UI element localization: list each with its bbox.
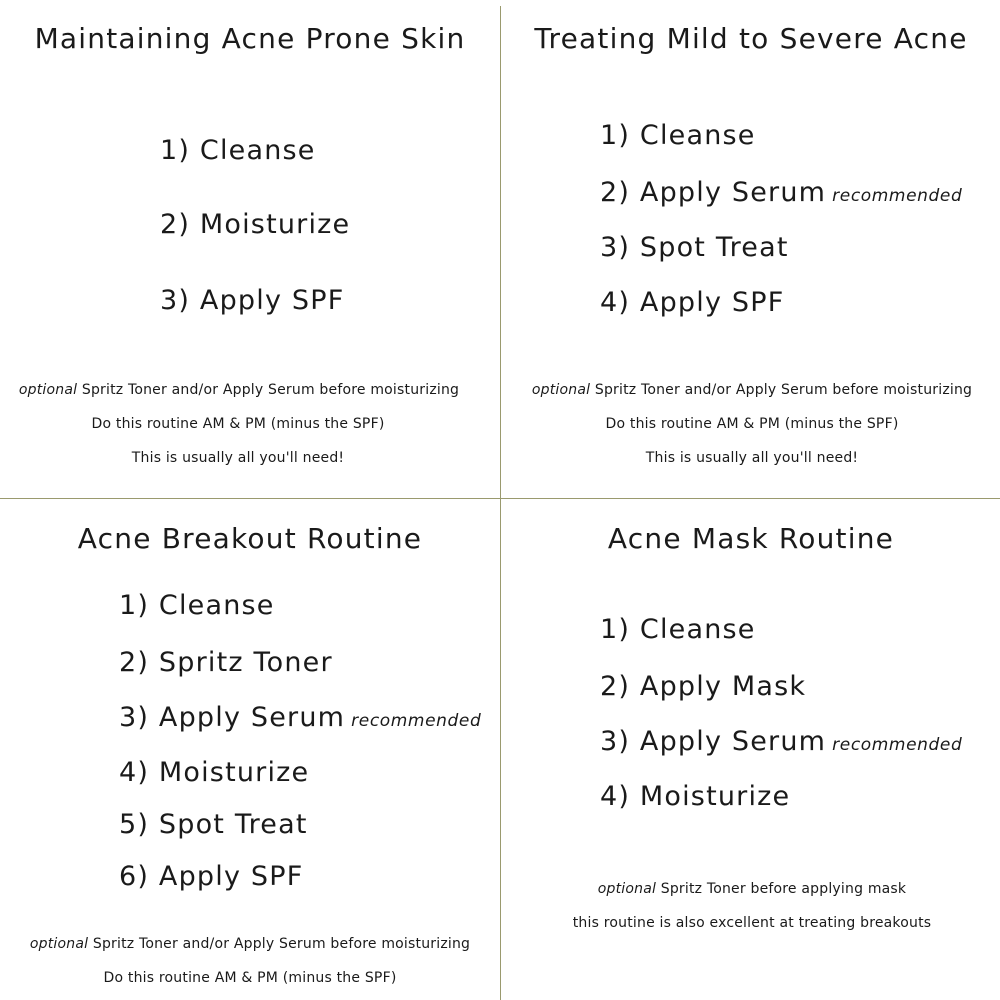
optional-note <box>0 936 500 952</box>
optional-text: Spritz Toner and/or Apply Serum before moisturizing <box>77 382 460 398</box>
recommended-label: recommended <box>832 735 963 755</box>
step-item <box>600 726 962 757</box>
panel-title: Maintaining Acne Prone Skin <box>34 22 466 55</box>
optional-text: Spritz Toner before applying mask <box>656 881 907 897</box>
panel-title: Acne Breakout Routine <box>77 522 423 555</box>
step-item: 2) Apply Mask <box>600 671 807 702</box>
step-item: 3) Apply SPF <box>160 285 345 316</box>
step-item: 1) Cleanse <box>600 614 756 645</box>
step-item: 4) Apply SPF <box>600 287 785 318</box>
optional-label: optional <box>18 382 78 398</box>
step-item: 4) Moisturize <box>119 757 310 788</box>
routine-note: Do this routine AM & PM (minus the SPF) <box>91 416 385 432</box>
step-item: 6) Apply SPF <box>119 861 304 892</box>
step-label: 3) Apply Serum <box>600 726 827 757</box>
routine-note: Do this routine AM & PM (minus the SPF) <box>605 416 899 432</box>
summary-note: This is usually all you'll need! <box>131 450 345 466</box>
step-item: 5) Spot Treat <box>119 809 308 840</box>
horizontal-divider <box>0 498 1000 499</box>
optional-label: optional <box>597 881 657 897</box>
routine-note: Do this routine AM & PM (minus the SPF) <box>103 970 397 986</box>
step-item: 1) Cleanse <box>160 135 316 166</box>
step-item: 1) Cleanse <box>119 590 275 621</box>
optional-text: Spritz Toner and/or Apply Serum before moisturizing <box>88 936 471 952</box>
step-item: 2) Moisturize <box>160 209 351 240</box>
vertical-divider <box>500 6 501 1000</box>
step-item: 4) Moisturize <box>600 781 791 812</box>
step-item <box>119 702 481 733</box>
optional-label: optional <box>531 382 591 398</box>
optional-note <box>501 881 1000 897</box>
step-label: 2) Apply Serum <box>600 177 827 208</box>
step-item: 1) Cleanse <box>600 120 756 151</box>
summary-note: This is usually all you'll need! <box>645 450 859 466</box>
panel-title: Treating Mild to Severe Acne <box>534 22 968 55</box>
mask-benefit-note: this routine is also excellent at treating breakouts <box>572 915 932 931</box>
step-item: 3) Spot Treat <box>600 232 789 263</box>
optional-note <box>0 382 478 398</box>
recommended-label: recommended <box>351 711 482 731</box>
step-label: 3) Apply Serum <box>119 702 346 733</box>
optional-label: optional <box>29 936 89 952</box>
optional-note <box>510 382 994 398</box>
step-item <box>600 177 962 208</box>
step-item: 2) Spritz Toner <box>119 647 333 678</box>
panel-title: Acne Mask Routine <box>607 522 895 555</box>
optional-text: Spritz Toner and/or Apply Serum before moisturizing <box>590 382 973 398</box>
recommended-label: recommended <box>832 186 963 206</box>
